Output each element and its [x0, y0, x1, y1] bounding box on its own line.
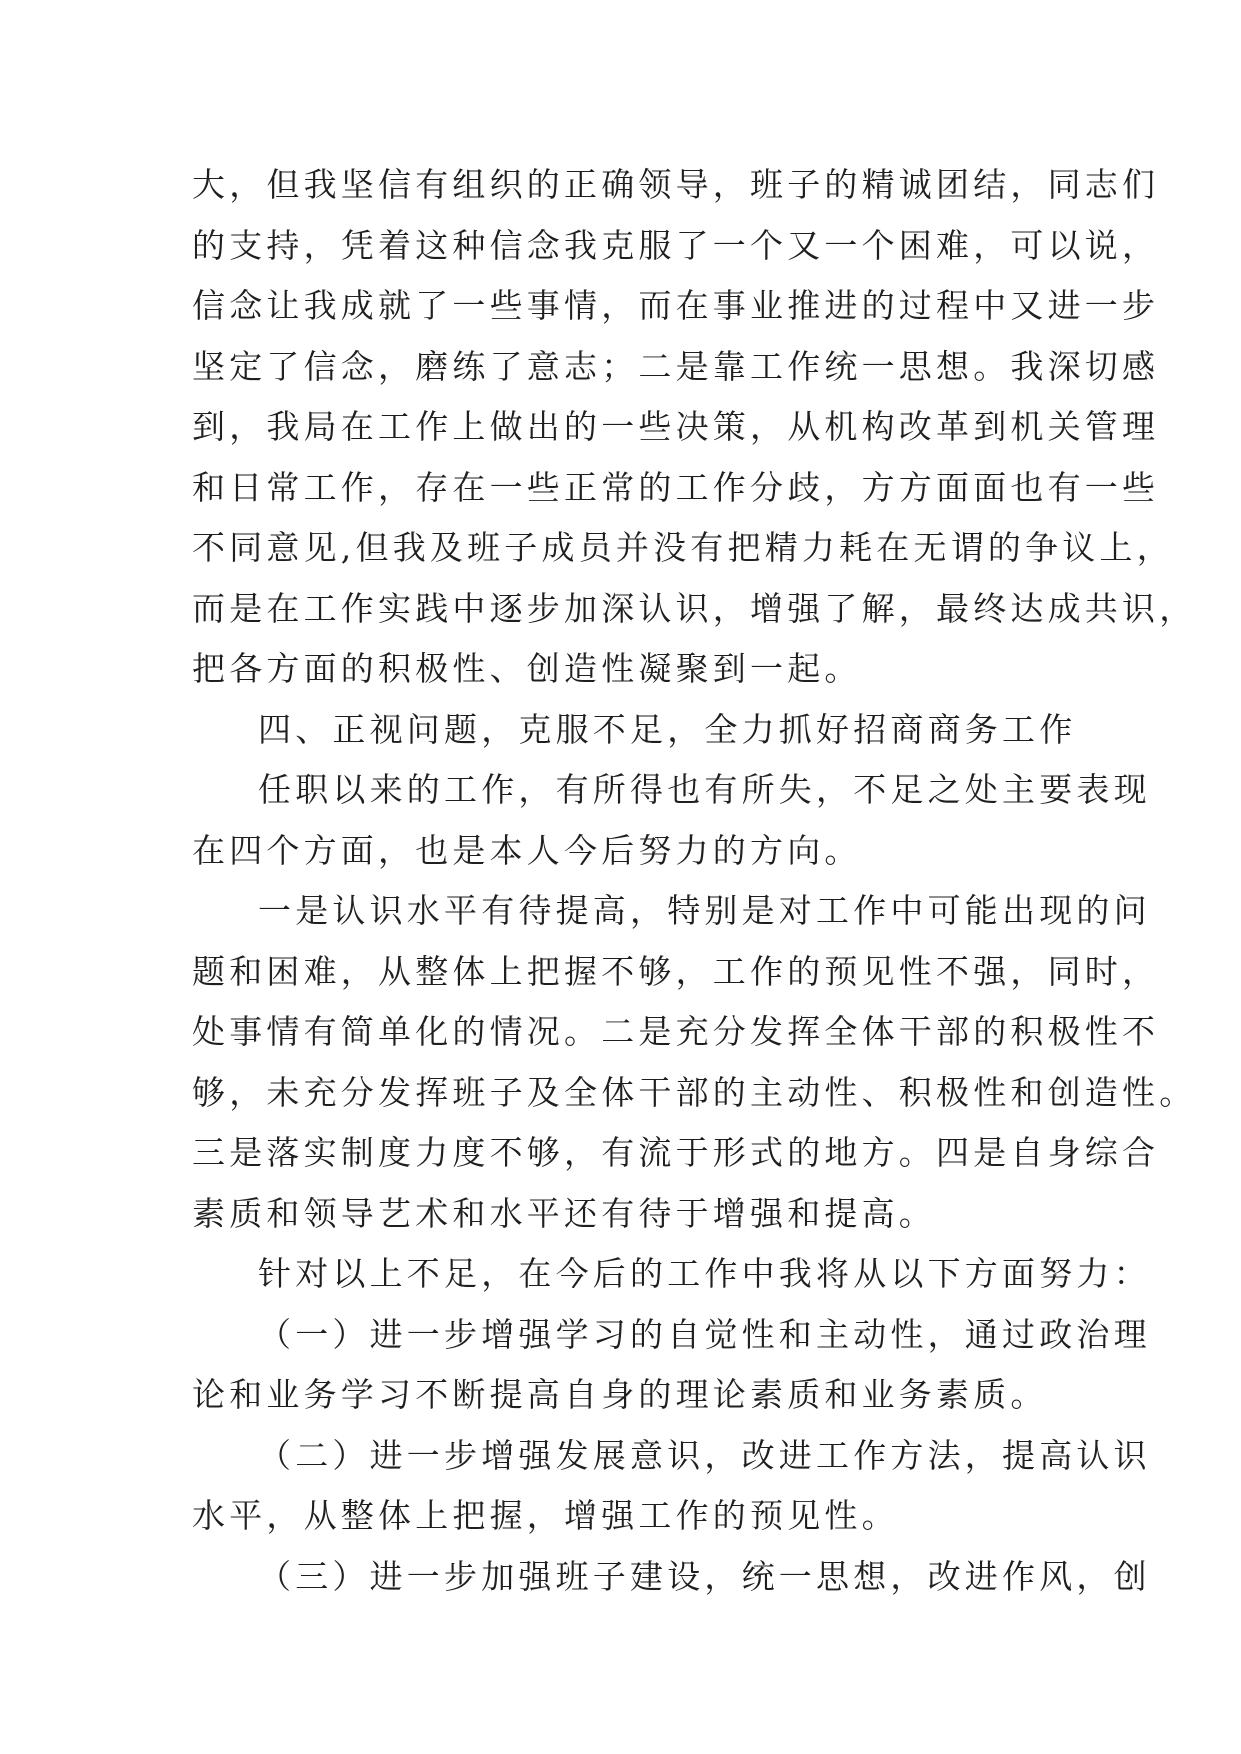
text-line: 在四个方面，也是本人今后努力的方向。	[192, 830, 862, 870]
text-line: 坚定了信念，磨练了意志；二是靠工作统一思想。我深切感	[192, 346, 1160, 386]
paragraph-3	[192, 760, 1151, 881]
text-line: （三）进一步加强班子建设，统一思想，改进作风，创	[258, 1556, 1151, 1596]
list-item-1	[192, 1305, 1151, 1426]
text-line: 而是在工作实践中逐步加深认识，增强了解，最终达成共识，	[192, 588, 1197, 628]
text-line: 和日常工作，存在一些正常的工作分歧，方方面面也有一些	[192, 467, 1160, 507]
list-item-3	[192, 1547, 1151, 1608]
text-line: 把各方面的积极性、创造性凝聚到一起。	[192, 649, 862, 688]
text-line: 信念让我成就了一些事情，而在事业推进的过程中又进一步	[192, 286, 1160, 325]
text-line: 不同意见,但我及班子成员并没有把精力耗在无谓的争议上，	[192, 528, 1174, 567]
text-line: 大，但我坚信有组织的正确领导，班子的精诚团结，同志们	[192, 165, 1160, 204]
paragraph-1	[192, 155, 1197, 700]
list-item-2	[192, 1426, 1151, 1547]
section-heading-4	[192, 700, 1077, 761]
text-line: （一）进一步增强学习的自觉性和主动性，通过政治理	[258, 1314, 1151, 1354]
paragraph-5	[192, 1244, 1151, 1305]
text-line: 水平，从整体上把握，增强工作的预见性。	[192, 1496, 899, 1535]
text-line: 够，未充分发挥班子及全体干部的主动性、积极性和创造性。	[192, 1072, 1197, 1112]
text-line: 论和业务学习不断提高自身的理论素质和业务素质。	[192, 1375, 1048, 1414]
text-line: 四、正视问题，克服不足，全力抓好招商商务工作	[258, 709, 1077, 749]
text-line: 的支持，凭着这种信念我克服了一个又一个困难，可以说，	[192, 225, 1160, 265]
text-line: 到，我局在工作上做出的一些决策，从机构改革到机关管理	[192, 407, 1160, 446]
text-line: （二）进一步增强发展意识，改进工作方法，提高认识	[258, 1435, 1151, 1475]
text-line: 三是落实制度力度不够，有流于形式的地方。四是自身综合	[192, 1133, 1160, 1172]
text-line: 任职以来的工作，有所得也有所失，不足之处主要表现	[258, 770, 1151, 809]
paragraph-4	[192, 881, 1197, 1244]
text-line: 针对以上不足，在今后的工作中我将从以下方面努力：	[258, 1254, 1151, 1293]
text-line: 素质和领导艺术和水平还有待于增强和提高。	[192, 1193, 936, 1233]
text-line: 处事情有简单化的情况。二是充分发挥全体干部的积极性不	[192, 1012, 1160, 1051]
text-line: 一是认识水平有待提高，特别是对工作中可能出现的问	[258, 891, 1151, 930]
document-body	[192, 155, 1197, 1607]
text-line: 题和困难，从整体上把握不够，工作的预见性不强，同时，	[192, 951, 1160, 991]
